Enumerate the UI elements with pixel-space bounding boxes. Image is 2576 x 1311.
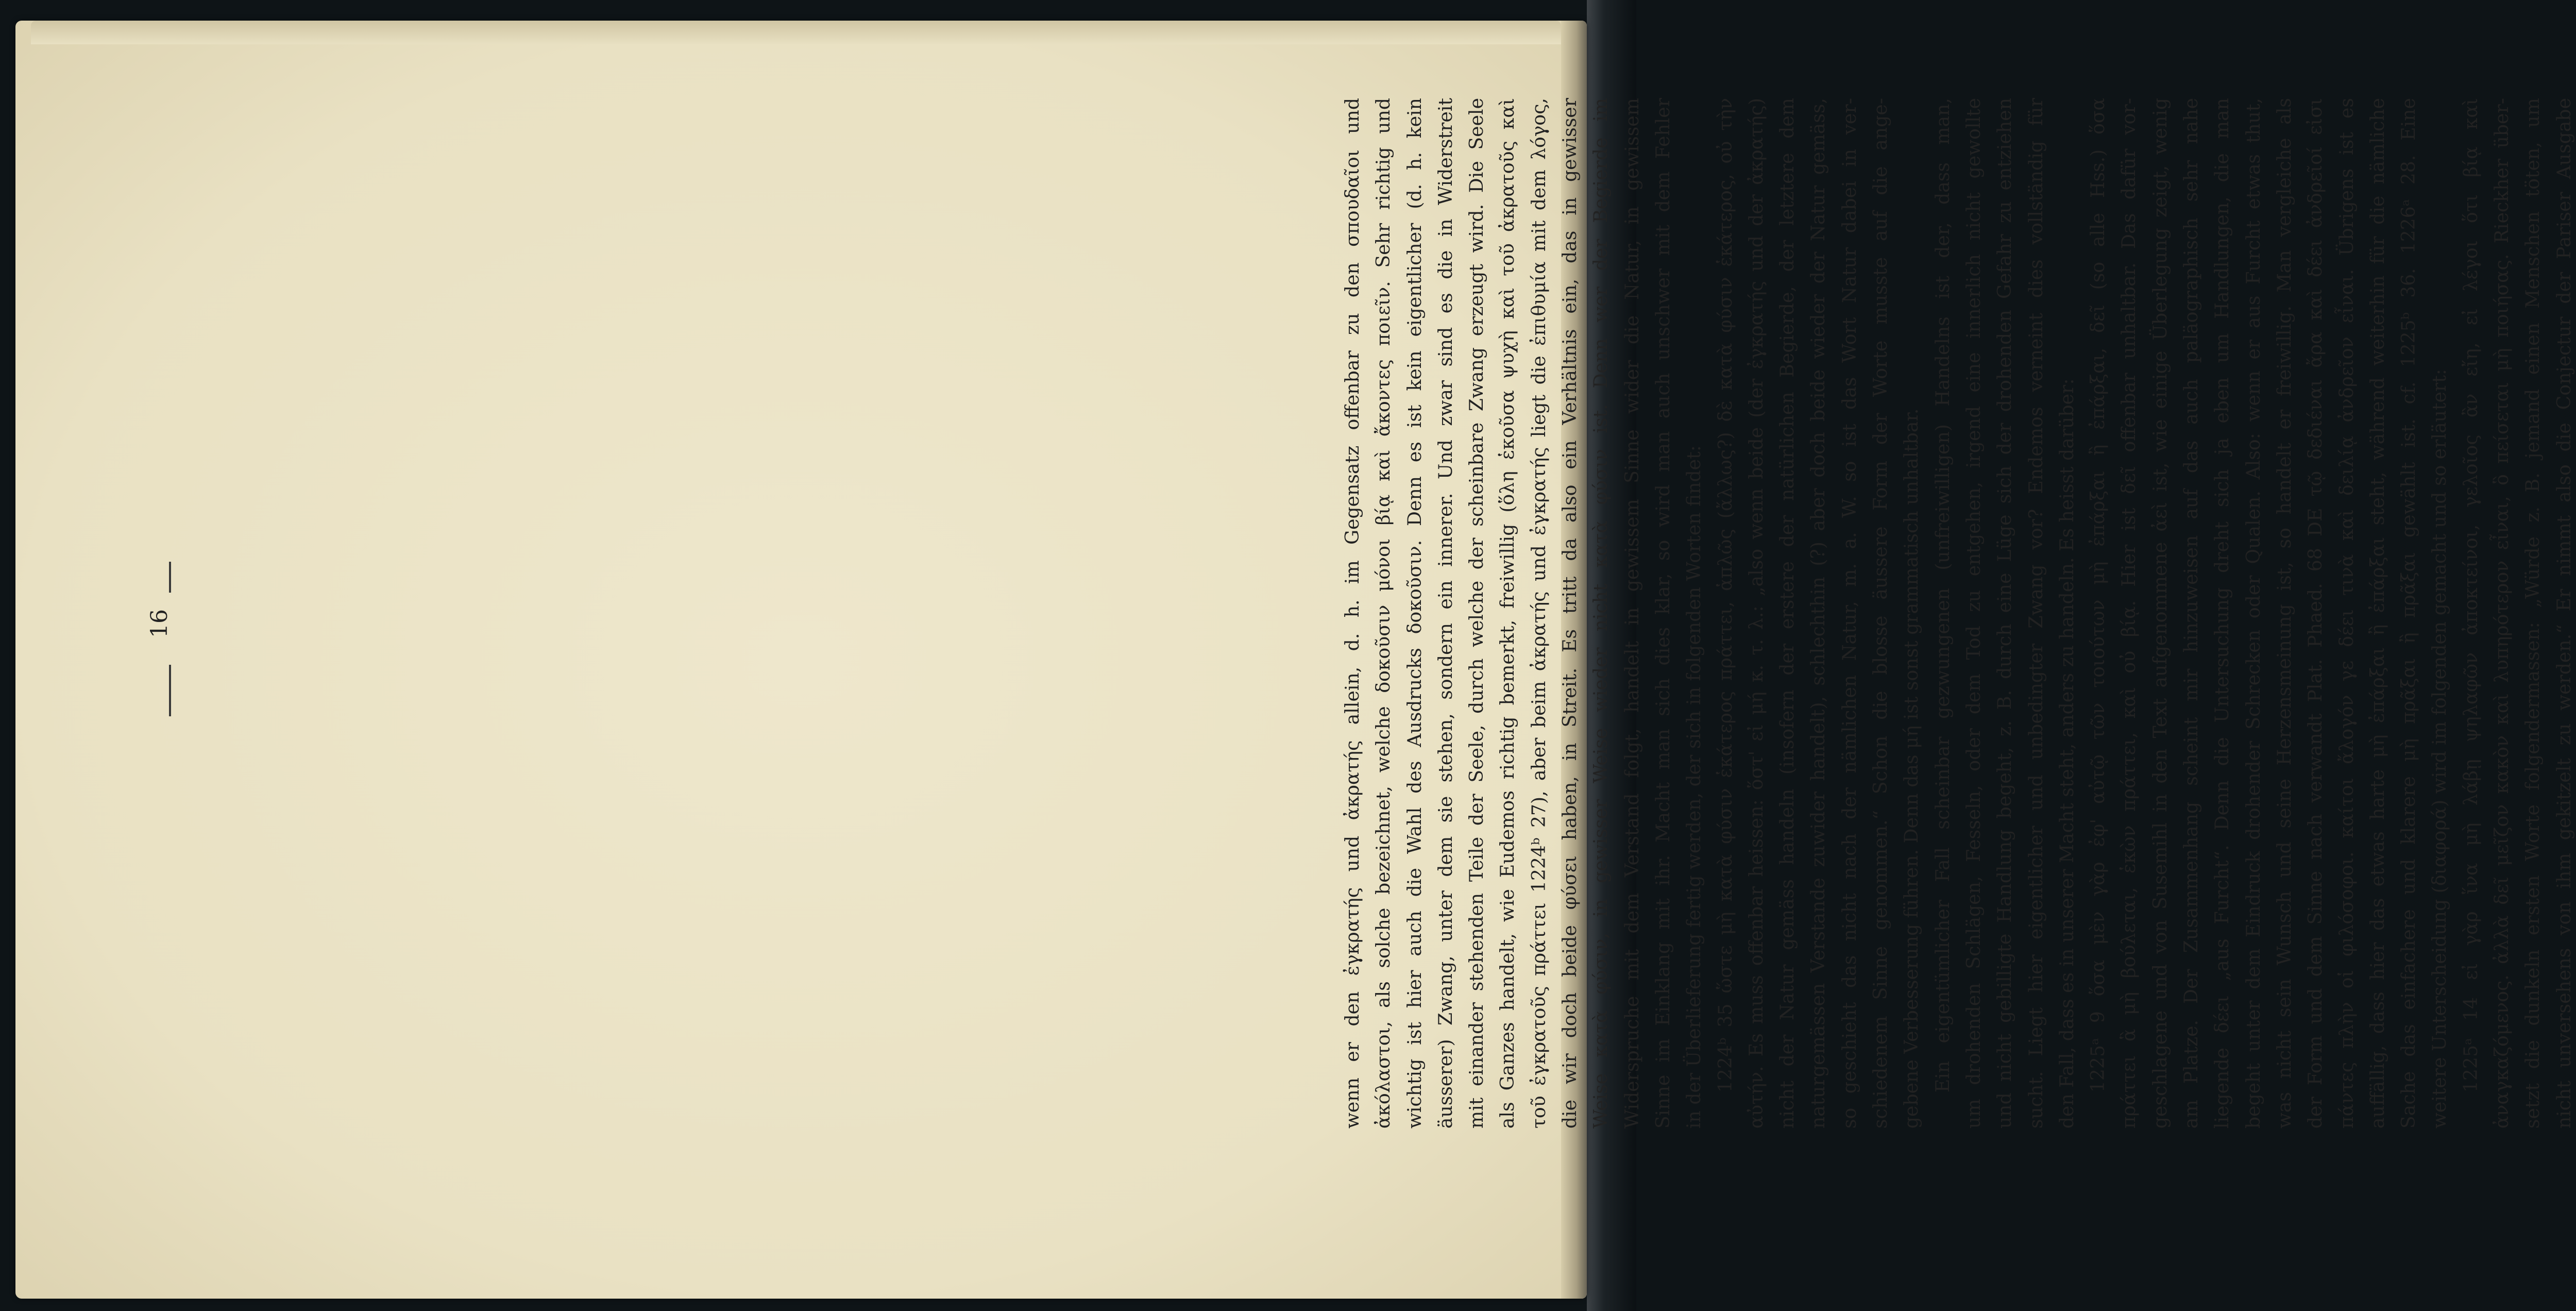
text-line: was nicht sein Wunsch und seine Herzensmeinung ist, so handelt er freiwillig. Man vergleiche als [2273, 98, 2295, 1129]
text-line: πάντες πλὴν οἱ φιλόσοφοι. καίτοι ἄλογόν γε δέει τινὰ καὶ δειλίᾳ ἀνδρεῖον εἶναι. Übrigens ist es [2335, 98, 2358, 1129]
text-line: nicht unversehens von ihm gekitzelt zu werden.“ Er nimmt also die Conjectur der Pariser Ausgabe [2552, 98, 2575, 1129]
text-line: um drohenden Schlägen, Fesseln, oder dem Tod zu entgehen, irgend eine innerlich nicht gewollte [1962, 98, 1985, 1129]
text-line: als Ganzes handelt, wie Eudemos richtig bemerkt, freiwillig (ὅλη ἑκοῦσα ψυχὴ καὶ τοῦ ἀκρατοῦς καὶ [1496, 98, 1519, 1129]
text-line: nicht der Natur gemäss handeln (insofern der erstere der natürlichen Begierde, der letztere dem [1776, 98, 1799, 1129]
text-line: wichtig ist hier auch die Wahl des Ausdrucks δοκοῦσιν. Denn es ist kein eigentlicher (d. h. kein [1403, 98, 1426, 1129]
text-line: naturgemässen Verstande zuwider handelt), schlechthin (?) aber doch beide wieder der Natur gemäss, [1807, 98, 1829, 1129]
text-line: den Fall, dass es in unserer Macht steht, anders zu handeln. Es heisst darüber: [2055, 378, 2078, 1129]
text-line: begeht unter dem Eindruck drohender Schrecken oder Qualen. Also: wenn er aus Furcht etwas thut, [2242, 98, 2264, 1129]
text-line: Sinne im Einklang mit ihr. Macht man sich dies klar, so wird man auch unschwer mit dem Fehler [1651, 98, 1674, 1129]
page-number: 16 [146, 609, 173, 638]
text-line: geschlagene und von Susemihl in den Text aufgenommene ἀεὶ ist, wie einige Überlegung zeigt, wenig [2148, 98, 2171, 1129]
text-line: mit einander stehenden Teile der Seele, durch welche der scheinbare Zwang erzeugt wird. Die Seele [1465, 98, 1488, 1129]
text-line: der Form und dem Sinne nach verwandt Plat. Phaed. 68 DE τῷ δεδιέναι ἄρα καὶ δέει ἀνδρεῖοί εἰσι [2304, 98, 2327, 1129]
text-line: αὐτήν. Es muss offenbar heissen: ὅστ' εἰ μή κ. τ. λ.: „also wenn beide (der ἐγκρατής und der ἀκρατής) [1744, 98, 1767, 1129]
text-line: so geschieht das nicht nach der nämlichen Natur, m. a. W. so ist das Wort Natur dabei in ver- [1838, 98, 1860, 1129]
text-line: setzt die dunkeln ersten Worte folgendermassen: „Würde z. B. jemand einen Menschen töten, um [2521, 98, 2544, 1129]
text-line: πράττει ἃ μὴ βούλεται, ἑκὼν πράττει, καὶ οὐ βίᾳ. Hier ist δεῖ offenbar unhaltbar. Das dafür vor- [2117, 98, 2140, 1129]
text-line: sucht. Liegt hier eigentlicher und unbedingter Zwang vor? Endemos verneint dies vollständig für [2024, 98, 2047, 1129]
text-line: 1225ᵃ 9 ὅσα μὲν γὰρ ἐφ' αὐτῷ τῶν τοιούτων μὴ ἐπάρξαι ἢ ἐπάρξαι, δεῖ (so alle Hss.) ὅσα [2087, 98, 2109, 1092]
page-number-area [129, 587, 191, 660]
text-line: liegende δέει „aus Furcht“. Denn die Untersuchung dreht sich ja eben um Handlungen, die man [2211, 98, 2233, 1129]
text-line: Widerspruche mit dem Verstand folgt, handelt in gewissem Sinne wider die Natur, in gewissem [1620, 98, 1643, 1129]
body-text [1337, 98, 2575, 1129]
text-line: Weise κατὰ φύσιν, in gewisser Weise wieder nicht κατὰ φύσιν ist. Denn wer der Begierde im [1589, 98, 1612, 1129]
text-line: ἀκόλαστοι, als solche bezeichnet, welche δοκοῦσιν μόνοι βίᾳ καὶ ἄκοντες ποιεῖν. Sehr richtig und [1372, 98, 1395, 1129]
text-line: 1224ᵇ 35 ὥστε μὴ κατὰ φύσιν ἑκάτερος πράττει, ἁπλῶς (ἄλλως?) δὲ κατὰ φύσιν ἑκάτερος, οὐ τὴν [1714, 98, 1736, 1092]
text-line: gebene Verbesserung führen. Denn das μή ist sonst grammatisch unhaltbar. [1900, 408, 1923, 1129]
text-line: die wir doch beide φύσει haben, in Streit. Es tritt da also ein Verhältnis ein, das in gewisser [1558, 98, 1581, 1129]
text-line: Sache das einfachere und klarere μὴ πρᾶξαι ἢ πρᾶξαι gewählt ist. cf. 1225ᵇ 36. 1226ᵃ 28. Eine [2397, 98, 2420, 1129]
text-line: wenn er den ἐγκρατής und ἀκρατής allein, d. h. im Gegensatz offenbar zu den σπουδαῖοι und [1341, 98, 1363, 1129]
text-line: 1225ᵃ 14 εἰ γὰρ ἵνα μὴ λάβῃ ψηλαφῶν ἀποκτείνοι, γελοῖος ἂν εἴη, εἰ λέγοι ὅτι βίᾳ καὶ [2459, 98, 2482, 1092]
text-line: weitere Unterscheidung (διαφορά) wird im folgenden gemacht und so erläutert: [2428, 368, 2451, 1129]
text-line: und nicht gebilligte Handlung begeht, z. B. durch eine Lüge sich der drohenden Gefahr zu entziehen [1993, 98, 2016, 1129]
text-line: äusserer) Zwang, unter dem sie stehen, sondern ein innerer. Und zwar sind es die in Widerstreit [1434, 98, 1456, 1129]
text-line: ἀναγκαζόμενος. ἀλλὰ δεῖ μεῖζον κακὸν καὶ λυπηρότερον εἶναι, ὃ πείσεται μὴ ποιήσας. Rieckher über- [2490, 98, 2513, 1129]
page-top-edge [31, 21, 1561, 44]
text-line: auffällig, dass hier das etwas harte μὴ ἐπάρξαι ἢ ἐπάρξαι steht, während weiterhin für die nämliche [2366, 98, 2388, 1129]
text-line: Ein eigentümlicher Fall scheinbar gezwungenen (unfreiwilligen) Handelns ist der, dass man, [1931, 98, 1954, 1092]
text-line: schiedenem Sinne genommen.“ Schon die blosse äussere Form der Worte musste auf die ange- [1869, 98, 1892, 1129]
text-line: τοῦ ἐγκρατοῦς πράττει 1224ᵇ 27), aber beim ἀκρατής und ἐγκρατής liegt die ἐπιθυμία mit dem λόγος, [1527, 98, 1550, 1129]
text-line: am Platze. Der Zusammenhang scheint mir hinzuweisen auf das auch paläographisch sehr nahe [2180, 98, 2202, 1129]
rule-bottom [169, 665, 171, 716]
text-line: in der Überlieferung fertig werden, der sich in folgenden Worten findet: [1683, 445, 1705, 1129]
